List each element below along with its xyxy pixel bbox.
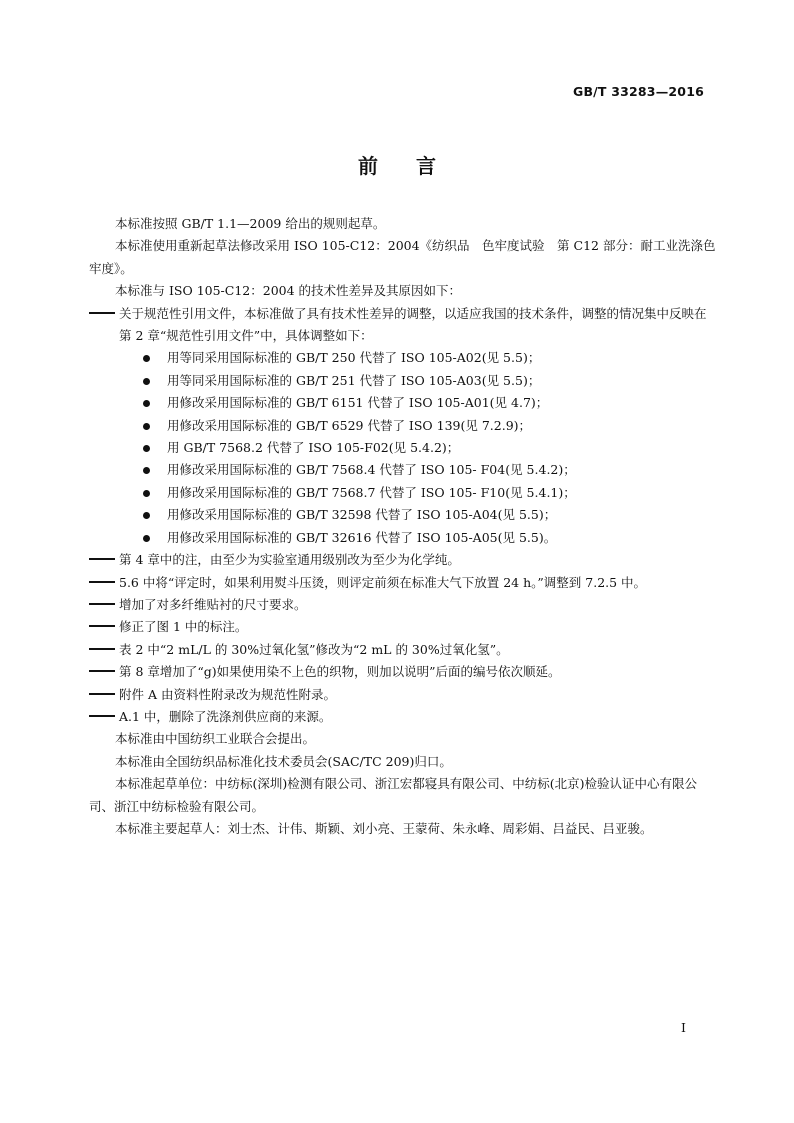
- bullet-item: 用修改采用国际标准的 GB/T 7568.4 代替了 ISO 105- F04(见 5.4.2)；: [141, 459, 717, 481]
- dash-item-text: 第 8 章增加了“g)如果使用染不上色的织物，则加以说明”后面的编号依次顺延。: [119, 664, 561, 680]
- bullet-item: 用等同采用国际标准的 GB/T 250 代替了 ISO 105-A02(见 5.5)；: [141, 347, 717, 369]
- bullet-item: 用修改采用国际标准的 GB/T 7568.7 代替了 ISO 105- F10(见 5.4.1)；: [141, 482, 717, 504]
- bullet-item: 用修改采用国际标准的 GB/T 6529 代替了 ISO 139(见 7.2.9)；: [141, 415, 717, 437]
- dash-item-text: 关于规范性引用文件，本标准做了具有技术性差异的调整，以适应我国的技术条件，调整的情况集中反映在第 2 章“规范性引用文件”中，具体调整如下：: [119, 305, 707, 344]
- paragraph: 本标准由中国纺织工业联合会提出。: [115, 731, 316, 747]
- document-body: [89, 213, 717, 840]
- dash-item-text: 表 2 中“2 mL/L 的 30%过氧化氢”修改为“2 mL 的 30%过氧化氢”。: [119, 641, 509, 657]
- dash-item: [89, 594, 717, 616]
- dash-item-text: 附件 A 由资料性附录改为规范性附录。: [119, 686, 336, 702]
- dash-item: [89, 303, 717, 348]
- paragraph: 本标准使用重新起草法修改采用 ISO 105-C12：2004《纺织品 色牢度试验 第 C12 部分：耐工业洗涤色牢度》。: [89, 238, 716, 276]
- paragraph: 本标准按照 GB/T 1.1—2009 给出的规则起草。: [115, 216, 386, 231]
- dash-mark: [89, 684, 119, 706]
- page-title: 前言: [358, 154, 474, 178]
- dash-mark: [89, 549, 119, 571]
- dash-item: [89, 661, 717, 683]
- dash-item: [89, 706, 717, 728]
- dash-item: [89, 549, 717, 571]
- dash-item-text: 第 4 章中的注，由至少为实验室通用级别改为至少为化学纯。: [119, 552, 460, 568]
- paragraph: 本标准由全国纺织品标准化技术委员会(SAC/TC 209)归口。: [115, 753, 452, 769]
- dash-mark: [89, 616, 119, 638]
- paragraph: 本标准与 ISO 105-C12：2004 的技术性差异及其原因如下：: [115, 283, 462, 299]
- dash-mark: [89, 303, 119, 325]
- dash-item: [89, 639, 717, 661]
- bullet-item: 用 GB/T 7568.2 代替了 ISO 105-F02(见 5.4.2)；: [141, 437, 717, 459]
- dash-mark: [89, 594, 119, 616]
- dash-mark: [89, 661, 119, 683]
- paragraph: 本标准主要起草人：刘士杰、计伟、斯颖、刘小亮、王蒙荷、朱永峰、周彩娟、吕益民、吕亚骏。: [115, 820, 653, 836]
- dash-item-text: 修正了图 1 中的标注。: [119, 619, 248, 635]
- dash-item-text: 增加了对多纤维贴衬的尺寸要求。: [119, 596, 307, 612]
- bullet-item: 用修改采用国际标准的 GB/T 32598 代替了 ISO 105-A04(见 5.5)；: [141, 504, 717, 526]
- bullet-item: 用修改采用国际标准的 GB/T 6151 代替了 ISO 105-A01(见 4.7)；: [141, 392, 717, 414]
- bullet-item: 用修改采用国际标准的 GB/T 32616 代替了 ISO 105-A05(见 5.5)。: [141, 527, 717, 549]
- bullet-item: 用等同采用国际标准的 GB/T 251 代替了 ISO 105-A03(见 5.5)；: [141, 370, 717, 392]
- dash-item: [89, 616, 717, 638]
- dash-item: [89, 684, 717, 706]
- page-number: I: [681, 1020, 686, 1035]
- dash-mark: [89, 706, 119, 728]
- dash-item: [89, 572, 717, 594]
- dash-item-text: 5.6 中将“评定时，如果利用熨斗压烫，则评定前须在标准大气下放置 24 h。”调整到 7.2.5 中。: [119, 574, 647, 590]
- dash-mark: [89, 639, 119, 661]
- dash-mark: [89, 572, 119, 594]
- bullet-list: [89, 347, 717, 549]
- standard-code: GB/T 33283—2016: [572, 84, 704, 99]
- paragraph: 本标准起草单位：中纺标(深圳)检测有限公司、浙江宏都寝具有限公司、中纺标(北京)检验认证中心有限公司、浙江中纺标检验有限公司。: [89, 776, 698, 814]
- dash-item-text: A.1 中，删除了洗涤剂供应商的来源。: [119, 708, 332, 724]
